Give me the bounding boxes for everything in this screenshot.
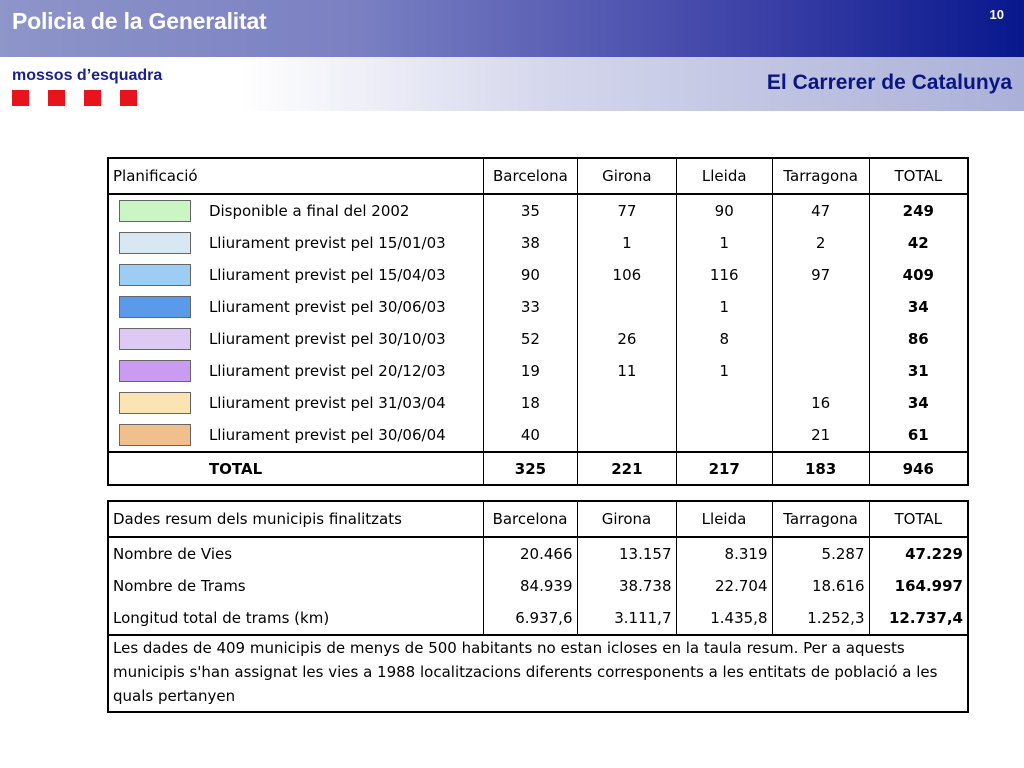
cell-barcelona: 6.937,6 bbox=[483, 602, 577, 635]
cell-girona bbox=[577, 419, 676, 452]
logo-square bbox=[120, 90, 137, 106]
legend-swatch bbox=[119, 328, 191, 350]
cell-girona bbox=[577, 291, 676, 323]
cell-girona: 77 bbox=[577, 194, 676, 227]
cell-barcelona: 90 bbox=[483, 259, 577, 291]
cell-girona: 13.157 bbox=[577, 537, 676, 570]
cell-total: 47.229 bbox=[869, 537, 968, 570]
table-row bbox=[108, 570, 968, 602]
legend-swatch bbox=[119, 264, 191, 286]
cell-total: 34 bbox=[869, 387, 968, 419]
column-header: Girona bbox=[577, 501, 676, 537]
cell-lleida: 90 bbox=[676, 194, 772, 227]
row-label: Lliurament previst pel 30/06/04 bbox=[208, 426, 446, 444]
cell-lleida: 1 bbox=[676, 291, 772, 323]
table-row bbox=[108, 323, 968, 355]
cell-total: 42 bbox=[869, 227, 968, 259]
cell-girona: 106 bbox=[577, 259, 676, 291]
cell-total: 249 bbox=[869, 194, 968, 227]
cell-barcelona: 40 bbox=[483, 419, 577, 452]
page-number: 10 bbox=[989, 7, 1004, 22]
column-header: Barcelona bbox=[483, 501, 577, 537]
summary-table bbox=[107, 500, 969, 713]
cell-total: 31 bbox=[869, 355, 968, 387]
row-label: Lliurament previst pel 30/10/03 bbox=[208, 330, 446, 348]
cell-tarragona: 47 bbox=[772, 194, 869, 227]
column-header: Lleida bbox=[676, 158, 772, 194]
column-header: TOTAL bbox=[869, 158, 968, 194]
row-label: Lliurament previst pel 15/04/03 bbox=[208, 266, 446, 284]
cell-tarragona: 18.616 bbox=[772, 570, 869, 602]
legend-swatch bbox=[119, 392, 191, 414]
column-header: Lleida bbox=[676, 501, 772, 537]
row-label: Lliurament previst pel 20/12/03 bbox=[208, 362, 446, 380]
table-row bbox=[108, 419, 968, 452]
planning-table bbox=[107, 157, 969, 486]
cell-total: 409 bbox=[869, 259, 968, 291]
cell-lleida: 217 bbox=[676, 452, 772, 485]
column-header: Girona bbox=[577, 158, 676, 194]
note-row bbox=[108, 635, 968, 712]
cell-lleida bbox=[676, 419, 772, 452]
legend-swatch bbox=[119, 424, 191, 446]
total-row bbox=[108, 452, 968, 485]
app-title: Policia de la Generalitat bbox=[12, 8, 267, 34]
legend-swatch bbox=[119, 200, 191, 222]
logo-square bbox=[48, 90, 65, 106]
column-header: Dades resum dels municipis finalitzats bbox=[108, 501, 483, 537]
cell-girona: 11 bbox=[577, 355, 676, 387]
legend-swatch bbox=[119, 232, 191, 254]
row-label: Nombre de Vies bbox=[113, 545, 233, 563]
cell-barcelona: 19 bbox=[483, 355, 577, 387]
cell-girona: 221 bbox=[577, 452, 676, 485]
cell-lleida: 1 bbox=[676, 355, 772, 387]
row-label: Nombre de Trams bbox=[113, 577, 246, 595]
cell-girona bbox=[577, 387, 676, 419]
cell-tarragona: 2 bbox=[772, 227, 869, 259]
cell-lleida: 1.435,8 bbox=[676, 602, 772, 635]
legend-swatch bbox=[119, 296, 191, 318]
table-row bbox=[108, 537, 968, 570]
cell-tarragona: 5.287 bbox=[772, 537, 869, 570]
table-row bbox=[108, 355, 968, 387]
cell-barcelona: 325 bbox=[483, 452, 577, 485]
column-header: TOTAL bbox=[869, 501, 968, 537]
row-label: TOTAL bbox=[209, 452, 484, 485]
cell-lleida: 116 bbox=[676, 259, 772, 291]
table-row bbox=[108, 227, 968, 259]
table-row bbox=[108, 602, 968, 635]
table-header-row bbox=[108, 501, 968, 537]
cell-tarragona: 1.252,3 bbox=[772, 602, 869, 635]
cell-girona: 3.111,7 bbox=[577, 602, 676, 635]
cell-total: 946 bbox=[869, 452, 968, 485]
cell-total: 34 bbox=[869, 291, 968, 323]
logo-square bbox=[84, 90, 101, 106]
cell-barcelona: 52 bbox=[483, 323, 577, 355]
cell-tarragona: 183 bbox=[772, 452, 869, 485]
row-label: Disponible a final del 2002 bbox=[208, 202, 410, 220]
cell-girona: 38.738 bbox=[577, 570, 676, 602]
cell-lleida: 22.704 bbox=[676, 570, 772, 602]
column-header: Planificació bbox=[108, 158, 483, 194]
cell-total: 61 bbox=[869, 419, 968, 452]
table-header-row bbox=[108, 158, 968, 194]
page-subtitle: El Carrerer de Catalunya bbox=[766, 71, 1012, 94]
cell-girona: 26 bbox=[577, 323, 676, 355]
cell-barcelona: 33 bbox=[483, 291, 577, 323]
cell-lleida: 8 bbox=[676, 323, 772, 355]
table-row bbox=[108, 194, 968, 227]
column-header: Tarragona bbox=[772, 158, 869, 194]
row-label: Longitud total de trams (km) bbox=[113, 609, 330, 627]
cell-lleida: 8.319 bbox=[676, 537, 772, 570]
brand-logo-text: mossos d’esquadra bbox=[12, 67, 163, 84]
cell-tarragona bbox=[772, 291, 869, 323]
cell-total: 164.997 bbox=[869, 570, 968, 602]
cell-barcelona: 38 bbox=[483, 227, 577, 259]
table-row bbox=[108, 291, 968, 323]
cell-tarragona: 21 bbox=[772, 419, 869, 452]
cell-lleida: 1 bbox=[676, 227, 772, 259]
cell-lleida bbox=[676, 387, 772, 419]
cell-tarragona bbox=[772, 355, 869, 387]
cell-total: 86 bbox=[869, 323, 968, 355]
cell-barcelona: 84.939 bbox=[483, 570, 577, 602]
row-label: Lliurament previst pel 30/06/03 bbox=[208, 298, 446, 316]
cell-tarragona bbox=[772, 323, 869, 355]
column-header: Barcelona bbox=[483, 158, 577, 194]
cell-barcelona: 18 bbox=[483, 387, 577, 419]
cell-girona: 1 bbox=[577, 227, 676, 259]
cell-tarragona: 16 bbox=[772, 387, 869, 419]
cell-total: 12.737,4 bbox=[869, 602, 968, 635]
column-header: Tarragona bbox=[772, 501, 869, 537]
cell-barcelona: 35 bbox=[483, 194, 577, 227]
legend-swatch bbox=[119, 360, 191, 382]
cell-tarragona: 97 bbox=[772, 259, 869, 291]
table-row bbox=[108, 259, 968, 291]
row-label: Lliurament previst pel 15/01/03 bbox=[208, 234, 446, 252]
cell-barcelona: 20.466 bbox=[483, 537, 577, 570]
logo-square bbox=[12, 90, 29, 106]
row-label: Lliurament previst pel 31/03/04 bbox=[208, 394, 446, 412]
footnote: Les dades de 409 municipis de menys de 500 habitants no estan icloses en la taula resum. Per a aquests municipis s'han assignat les vies a 1988 localitzacions diferents corresponents a les entitats de població a les quals pertanyen bbox=[108, 635, 968, 712]
table-row bbox=[108, 387, 968, 419]
